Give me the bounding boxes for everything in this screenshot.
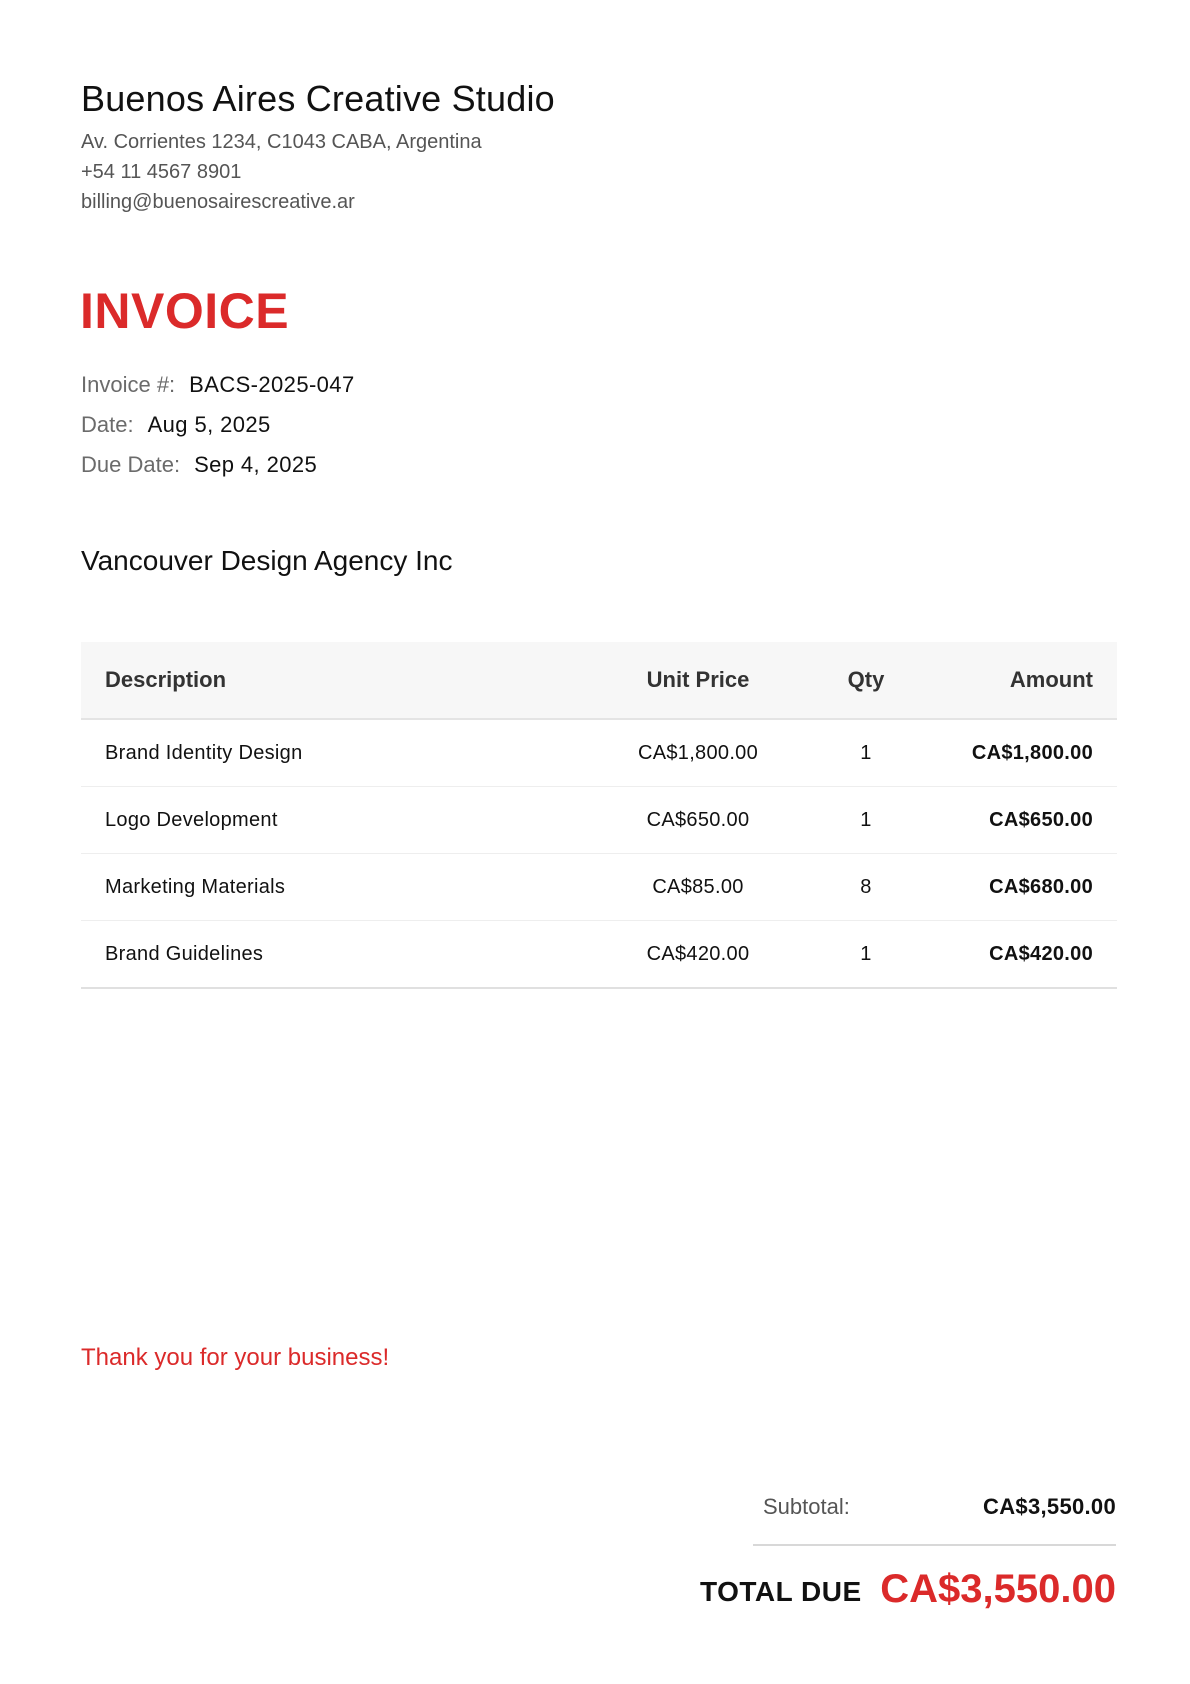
item-description: Logo Development <box>105 808 278 831</box>
item-amount: CA$680.00 <box>989 875 1093 898</box>
company-name: Buenos Aires Creative Studio <box>81 78 555 119</box>
item-qty: 1 <box>860 741 872 764</box>
table-header-row <box>81 642 1117 719</box>
company-phone: +54 11 4567 8901 <box>81 161 242 183</box>
total-due-label: TOTAL DUE <box>700 1576 862 1607</box>
item-amount: CA$420.00 <box>989 942 1093 965</box>
item-amount: CA$1,800.00 <box>971 741 1093 764</box>
item-unit-price: CA$420.00 <box>646 942 750 965</box>
table-row <box>81 854 1117 921</box>
item-amount: CA$650.00 <box>989 808 1093 831</box>
invoice-due-label: Due Date: <box>81 452 181 477</box>
item-unit-price: CA$1,800.00 <box>637 741 759 764</box>
invoice-number-row <box>81 372 355 398</box>
company-address: Av. Corrientes 1234, C1043 CABA, Argentina <box>81 131 482 153</box>
item-qty: 1 <box>860 942 872 965</box>
client-name: Vancouver Design Agency Inc <box>81 545 453 576</box>
subtotal-value: CA$3,550.00 <box>983 1494 1116 1519</box>
header-amount: Amount <box>1009 667 1093 692</box>
invoice-number: BACS-2025-047 <box>189 372 355 397</box>
header-description: Description <box>105 667 227 692</box>
invoice-due-date: Sep 4, 2025 <box>194 452 318 477</box>
invoice-date-row <box>81 412 271 438</box>
item-description: Brand Identity Design <box>105 741 303 764</box>
subtotal-label: Subtotal: <box>763 1494 850 1519</box>
line-items-table <box>81 642 1117 989</box>
invoice-date-label: Date: <box>81 412 134 437</box>
header-unit-price: Unit Price <box>646 667 750 692</box>
item-qty: 8 <box>860 875 872 898</box>
company-email: billing@buenosairescreative.ar <box>81 191 355 213</box>
table-row <box>81 719 1117 787</box>
item-qty: 1 <box>860 808 872 831</box>
total-due-value: CA$3,550.00 <box>880 1567 1116 1611</box>
table-row <box>81 921 1117 989</box>
header-qty: Qty <box>847 667 885 692</box>
item-unit-price: CA$650.00 <box>646 808 750 831</box>
invoice-date: Aug 5, 2025 <box>147 412 271 437</box>
invoice-title: INVOICE <box>80 283 290 339</box>
item-description: Brand Guidelines <box>105 942 264 965</box>
table-row <box>81 787 1117 854</box>
invoice-due-row <box>81 452 317 478</box>
item-unit-price: CA$85.00 <box>652 875 744 898</box>
totals-divider <box>753 1544 1116 1546</box>
item-description: Marketing Materials <box>105 875 286 898</box>
invoice-number-label: Invoice #: <box>81 372 176 397</box>
thank-you-note: Thank you for your business! <box>81 1344 390 1371</box>
